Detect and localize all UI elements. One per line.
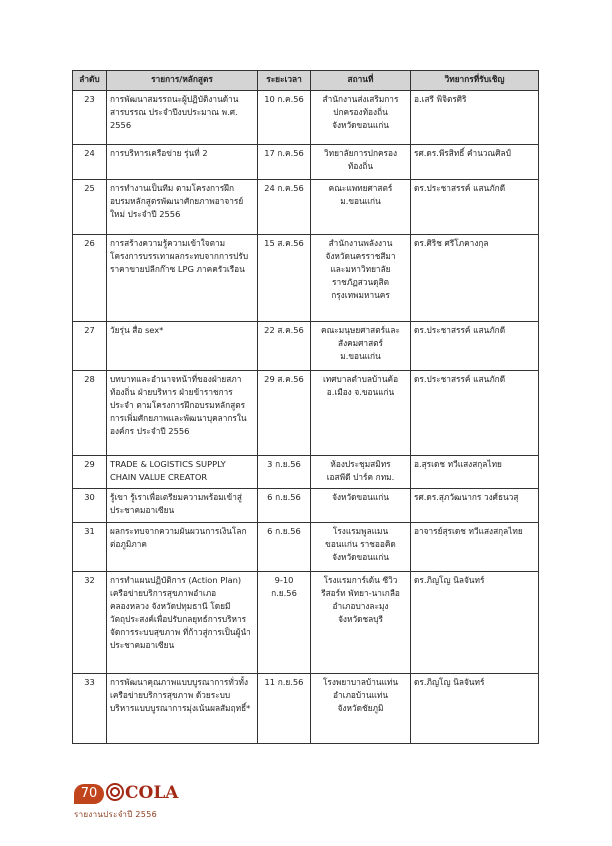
page-number: 70	[74, 784, 104, 804]
annual-report-label: รายงานประจำปี 2556	[74, 810, 157, 819]
course-title: รู้เขา รู้เราเพื่อเตรียมความพร้อมเข้าสู่ประชาคมอาเซียน	[107, 489, 258, 523]
course-speaker: อาจารย์สุรเดช ทวีแสงสกุลไทย	[411, 523, 539, 572]
table-row	[73, 456, 539, 489]
header-date: ระยะเวลา	[258, 71, 311, 91]
course-place: คณะแพทยศาสตร์ ม.ขอนแก่น	[311, 180, 411, 235]
course-speaker: รศ.ดร.สุภวัฒนากร วงศ์ธนวสุ	[411, 489, 539, 523]
table-row	[73, 145, 539, 180]
header-no: ลำดับ	[73, 71, 107, 91]
course-place: สำนักงานพลังงาน จังหวัดนครราชสีมา และมหาวิทยาลัย ราชภัฏสวนดุสิต กรุงเทพมหานคร	[311, 235, 411, 322]
course-title: การบริหารเครือข่าย รุ่นที่ 2	[107, 145, 258, 180]
course-place: เทศบาลตำบลบ้านค้อ อ.เมือง จ.ขอนแก่น	[311, 371, 411, 456]
table-row	[73, 235, 539, 322]
course-title: การพัฒนาสมรรถนะผู้ปฏิบัติงานด้านสารบรรณ ประจำปีงบประมาณ พ.ศ. 2556	[107, 91, 258, 145]
course-place: โรงแรมพูลแมน ขอนแก่น ราชออคิด จังหวัดขอนแก่น	[311, 523, 411, 572]
course-title: การสร้างความรู้ความเข้าใจตามโครงการบรรเทาผลกระทบจากการปรับราคาขายปลีกก๊าซ LPG ภาคครัวเรือน	[107, 235, 258, 322]
course-speaker: อ.เสรี พิจิตรศิริ	[411, 91, 539, 145]
course-speaker: ดร.ประชาสรรค์ แสนภักดี	[411, 180, 539, 235]
course-title: ผลกระทบจากความผันผวนการเงินโลกต่อภูมิภาค	[107, 523, 258, 572]
course-date: 9-10 ก.ย.56	[258, 572, 311, 674]
table-row	[73, 322, 539, 371]
course-date: 15 ส.ค.56	[258, 235, 311, 322]
course-place: ห้องประชุมสมิทร เอสพีดี ปาร์ค กทม.	[311, 456, 411, 489]
course-speaker: ดร.ศิริช ศรีโภคางกุล	[411, 235, 539, 322]
table-row	[73, 572, 539, 674]
course-title: การทำแผนปฏิบัติการ (Action Plan) เครือข่ายบริการสุขภาพอำเภอคลองหลวง จังหวัดปทุมธานี โดยมีวัตถุประสงค์เพื่อปรับกลยุทธ์การบริหารจัดการระบบสุขภาพ ที่ก้าวสู่การเป็นผู้นำประชาคมอาเซียน	[107, 572, 258, 674]
table-header-row	[73, 71, 539, 91]
row-number: 26	[73, 235, 107, 322]
row-number: 25	[73, 180, 107, 235]
course-speaker: ดร.ภิญโญ นิลจันทร์	[411, 572, 539, 674]
table-row	[73, 180, 539, 235]
course-date: 29 ส.ค.56	[258, 371, 311, 456]
course-place: จังหวัดขอนแก่น	[311, 489, 411, 523]
course-speaker: อ.สุรเดช ทวีแสงสกุลไทย	[411, 456, 539, 489]
course-date: 10 ก.ค.56	[258, 91, 311, 145]
row-number: 24	[73, 145, 107, 180]
course-date: 22 ส.ค.56	[258, 322, 311, 371]
header-place: สถานที่	[311, 71, 411, 91]
course-date: 3 ก.ย.56	[258, 456, 311, 489]
course-place: วิทยาลัยการปกครอง ท้องถิ่น	[311, 145, 411, 180]
row-number: 29	[73, 456, 107, 489]
row-number: 23	[73, 91, 107, 145]
row-number: 28	[73, 371, 107, 456]
course-title: บทบาทและอำนาจหน้าที่ของฝ่ายสภาท้องถิ่น ฝ่ายบริหาร ฝ่ายข้าราชการประจำ ตามโครงการฝึกอบรมหลักสูตรการเพิ่มศักยภาพและพัฒนาบุคลากรในองค์กร ประจำปี 2556	[107, 371, 258, 456]
row-number: 30	[73, 489, 107, 523]
course-speaker: รศ.ดร.พีรสิทธิ์ คำนวณศิลป์	[411, 145, 539, 180]
table-row	[73, 91, 539, 145]
table-row	[73, 523, 539, 572]
activity-table	[72, 70, 539, 744]
course-date: 24 ก.ค.56	[258, 180, 311, 235]
row-number: 27	[73, 322, 107, 371]
course-speaker: ดร.ประชาสรรค์ แสนภักดี	[411, 371, 539, 456]
university-seal-icon	[106, 783, 124, 801]
page-footer	[74, 783, 194, 843]
row-number: 32	[73, 572, 107, 674]
course-place: โรงแรมการ์เด้น ซีวิว รีสอร์ท พัทยา-นาเกลือ อำเภอบางละมุง จังหวัดชลบุรี	[311, 572, 411, 674]
course-date: 6 ก.ย.56	[258, 489, 311, 523]
row-number: 31	[73, 523, 107, 572]
cola-logo: COLA	[125, 783, 179, 803]
header-speaker: วิทยากรที่รับเชิญ	[411, 71, 539, 91]
course-date: 11 ก.ย.56	[258, 674, 311, 744]
row-number: 33	[73, 674, 107, 744]
table-row	[73, 489, 539, 523]
course-place: สำนักงานส่งเสริมการปกครองท้องถิ่น จังหวัดขอนแก่น	[311, 91, 411, 145]
course-date: 6 ก.ย.56	[258, 523, 311, 572]
course-date: 17 ก.ค.56	[258, 145, 311, 180]
course-title: การทำงานเป็นทีม ตามโครงการฝึกอบรมหลักสูตรพัฒนาศักยภาพอาจารย์ใหม่ ประจำปี 2556	[107, 180, 258, 235]
course-speaker: ดร.ประชาสรรค์ แสนภักดี	[411, 322, 539, 371]
table-row	[73, 674, 539, 744]
course-title: TRADE & LOGISTICS SUPPLY CHAIN VALUE CREATOR	[107, 456, 258, 489]
course-place: โรงพยาบาลบ้านแท่น อำเภอบ้านแท่น จังหวัดชัยภูมิ	[311, 674, 411, 744]
course-speaker: ดร.ภิญโญ นิลจันทร์	[411, 674, 539, 744]
table-row	[73, 371, 539, 456]
header-course: รายการ/หลักสูตร	[107, 71, 258, 91]
course-title: การพัฒนาคุณภาพแบบบูรณาการทั่วทั้งเครือข่ายบริการสุขภาพ ด้วยระบบบริหารแบบบูรณาการมุ่งเน้นผลสัมฤทธิ์*	[107, 674, 258, 744]
course-title: วัยรุ่น สื่อ sex*	[107, 322, 258, 371]
course-place: คณะมนุษยศาสตร์และ สังคมศาสตร์ ม.ขอนแก่น	[311, 322, 411, 371]
